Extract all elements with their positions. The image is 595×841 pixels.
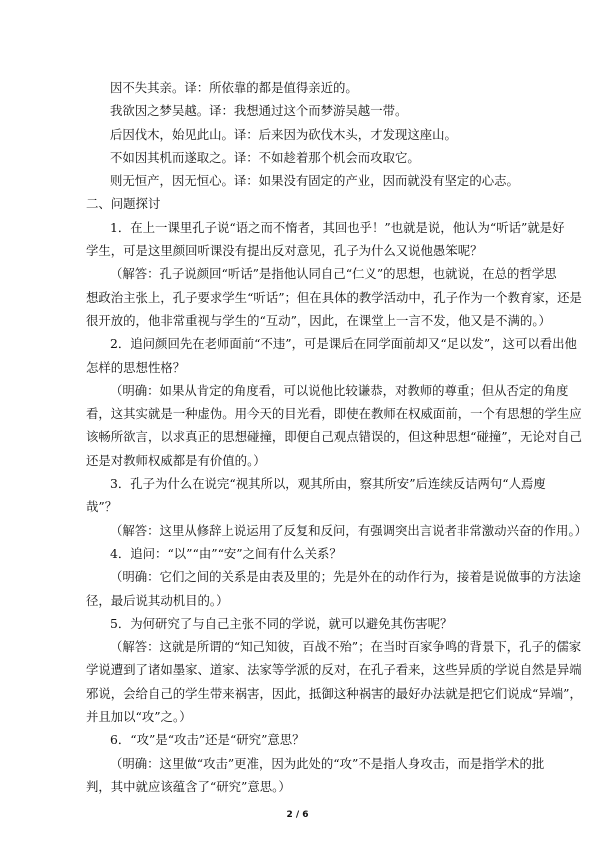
text-line: 后因伐木，始见此山。译：后来因为砍伐木头，才发现这座山。	[110, 126, 457, 142]
text-line: （解答：这就是所谓的“知己知彼，百战不殆”；在当时百家争鸣的背景下，孔子的儒家	[110, 639, 582, 655]
text-line: 想政治主张上，孔子要求学生“听话”；但在具体的教学活动中，孔子作为一个教育家，还是	[86, 289, 582, 305]
text-line: 二、问题探讨	[86, 196, 161, 212]
text-line: 还是对教师权威都是有价值的。）	[86, 452, 266, 468]
text-line: 不如因其机而遂取之。译：不如趁着那个机会而攻取它。	[110, 149, 420, 165]
text-line: 4．追问：“以”“由”“安”之间有什么关系？	[110, 545, 342, 561]
text-line: （明确：这里做“攻击”更准，因为此处的“攻”不是指人身攻击，而是指学术的批	[110, 755, 545, 771]
text-line: 1．在上一课里孔子说“语之而不惰者，其回也乎！”也就是说，他认为“听话”就是好	[110, 219, 565, 235]
text-line: （解答：孔子说颜回“听话”是指他认同自己“仁义”的思想，也就说，在总的哲学思	[110, 266, 557, 282]
text-line: （解答：这里从修辞上说运用了反复和反问，有强调突出言说者非常激动兴奋的作用。）	[110, 522, 588, 538]
document-body	[86, 76, 588, 798]
text-line: 则无恒产，因无恒心。译：如果没有固定的产业，因而就没有坚定的心志。	[110, 173, 519, 189]
text-line: 哉”？	[86, 499, 118, 515]
text-line: 6．“攻”是“攻击”还是“研究”意思？	[110, 732, 305, 748]
text-line: 该畅所欲言，以求真正的思想碰撞，即便自己观点错误的，但这种思想“碰撞”，无论对自己	[86, 429, 582, 445]
text-line: 径，最后说其动机目的。）	[86, 592, 229, 608]
text-line: 并且加以“攻”之。）	[86, 709, 192, 725]
page-number: 2 / 6	[286, 810, 309, 820]
text-line: 判，其中就应该蕴含了“研究”意思。）	[86, 778, 291, 794]
text-line: 5．为何研究了与自己主张不同的学说，就可以避免其伤害呢？	[110, 615, 453, 631]
text-line: 我欲因之梦吴越。译：我想通过这个而梦游吴越一带。	[110, 103, 408, 119]
text-line: （明确：它们之间的关系是由表及里的；先是外在的动作行为，接着是说做事的方法途	[110, 569, 581, 585]
text-line: 很开放的，他非常重视与学生的“互动”，因此，在课堂上一言不发，他又是不满的。）	[86, 312, 551, 328]
text-line: 2．追问颜回先在老师面前“不违”，可是课后在同学面前却又“足以发”，这可以看出他	[110, 336, 577, 352]
text-line: （明确：如果从肯定的角度看，可以说他比较谦恭，对教师的尊重；但从否定的角度	[110, 382, 569, 398]
text-line: 邪说，会给自己的学生带来祸害，因此，抵御这种祸害的最好办法就是把它们说成“异端”，	[86, 685, 582, 701]
text-line: 看，这其实就是一种虚伪。用今天的目光看，即使在教师在权威面前，一个有思想的学生应	[86, 406, 582, 422]
text-line: 怎样的思想性格？	[86, 359, 186, 375]
text-line: 学生，可是这里颜回听课没有提出反对意见，孔子为什么又说他愚笨呢？	[86, 243, 483, 259]
text-line: 3．孔子为什么在说完“视其所以，观其所由，察其所安”后连续反诘两句“人焉廋	[110, 476, 546, 492]
text-line: 学说遭到了诸如墨家、道家、法家等学派的反对，在孔子看来，这些异质的学说自然是异端	[86, 662, 582, 678]
text-line: 因不失其亲。译：所依靠的都是值得亲近的。	[110, 80, 358, 95]
